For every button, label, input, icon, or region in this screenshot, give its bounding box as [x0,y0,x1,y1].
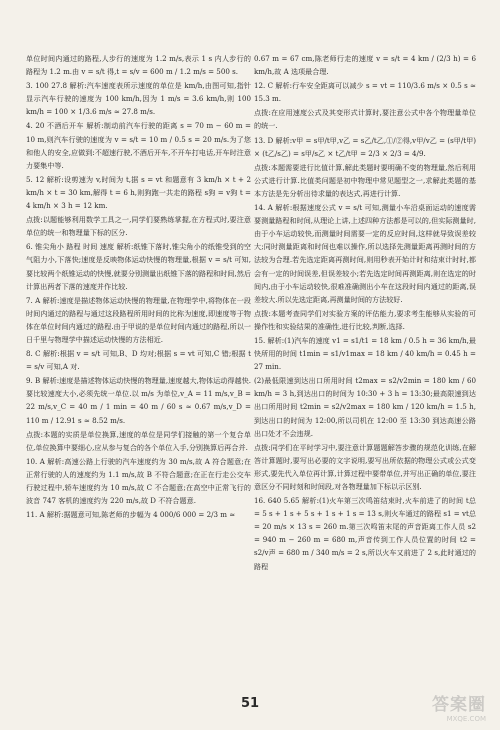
right-column [254,52,476,574]
answer-entry: 11. A 解析:据题意可知,陈老师的步幅为 4 000/6 000 = 2/3 m ≈ [26,510,236,520]
answer-entry: 6. 锥尖角小 路程 时间 速度 解析:纸锥下落时,锥尖角小的纸锥受到的空气阻力小,下落快;速度是反映物体运动快慢的物理量,根据 v = s/t 可知,要比较两个纸锥运动的快慢,就要分别测量出纸锥下落的路程和时间,然后计算出两者下落的速度并作比较. [26,242,251,291]
watermark-logo [398,690,486,726]
answer-entry: 4. 20 不酒后开车 解析:制动前汽车行驶的距离 s = 70 m − 60 m = 10 m,则汽车行驶的速度为 v = s/t = 10 m / 0.5 s = 20 m/s.为了您和他人的安全,应做到:不超速行驶,不酒后开车,不开车打电话,开车时注意力要集中等. [26,121,251,170]
answer-entry: 13. D 解析:v甲 = s甲/t甲,v乙 = s乙/t乙,①/②得,v甲/v乙 = (s甲/t甲) × (t乙/s乙) = s甲/s乙 × t乙/t甲 = 2/3 × 2/3 = 4/9. [254,135,476,158]
answer-entry: 16. 640 5.65 解析:(1)火车第三次鸣笛结束时,火车前进了的时间 t总 = 5 s + 1 s + 5 s + 1 s + 1 s = 13 s,则火车通过的路程 s1 = vt总 = 20 m/s × 13 s = 260 m.第三次鸣笛末尾的声音距离工作人员 s2 = 940 m − 260 m = 680 m,声音传到工作人员位置的时间 t2 = s2/v声 = 680 m / 340 m/s = 2 s,所以火车又前进了 2 s,此时通过的路程 [254,496,476,571]
left-column [26,52,251,522]
tip-note: 点拨:以题能够利用数学工具之一,同学们要熟练掌握,在方程式时,要注意单位的统一和物理量下标的区分. [26,215,251,238]
watermark-text: 答案圈 [432,695,486,715]
tip-note: 点拨:本题考查同学们对实验方案的评估能力,要求考生能够从实验的可操作性和实验结果的准确性,进行比较,判断,选择. [254,308,476,331]
answer-entry: 0.67 m = 67 cm,陈老师行走的速度 v = s/t = 4 km / (2/3 h) = 6 km/h,故 A 选项最合理. [254,54,476,77]
page-number: 51 [240,696,260,711]
answer-entry: 单位时间内通过的路程,人步行的速度为 1.2 m/s,表示 1 s 内人步行的路程为 1.2 m.由 v = s/t 得,t = s/v = 600 m / 1.2 m/s = 500 s. [26,54,251,77]
tip-note: 点拨:同学们在平时学习中,要注意计算题题解答步骤的规范化训练,在解答计算题时,要写出必要的文字说明,要写出所依据的物理公式或公式变形式,要先代入单位再计算,计算过程中要带单位,并写出正确的单位,要注意区分不同时刻和时间段,对各物理量加下标以示区别. [254,442,476,491]
answer-entry: 8. C 解析:根据 v = s/t 可知,B、D 均对;根据 s = vt 可知,C 错;根据 t = s/v 可知,A 对. [26,349,251,372]
answer-entry: 15. 解析:(1)汽车的速度 v1 = s1/t1 = 18 km / 0.5 h = 36 km/h,最快所用的时间 t1min = s1/v1max = 18 km / 40 km/h = 0.45 h = 27 min. [254,335,476,372]
answer-entry: 9. B 解析:速度是描述物体运动快慢的物理量,速度越大,物体运动得越快.要比较速度大小,必须先统一单位.以 m/s 为单位,v_A = 11 m/s,v_B = 22 m/s,v_C = 40 m / 1 min = 40 m / 60 s ≈ 0.67 m/s,v_D = 110 m / 12.91 s ≈ 8.52 m/s. [26,376,251,425]
answer-entry: 10. A 解析:高速公路上行驶的汽车速度约为 30 m/s,故 A 符合题意;在正常行驶的人的速度约为 1.1 m/s,故 B 不符合题意;在正在行走公交车行驶过程中,轿车速度约为 10 m/s,故 C 不合题意;在高空中正常飞行的波音 747 客机的速度约为 220 m/s,故 D 不符合题意. [26,456,251,506]
answer-entry: (2)最低限速到达出口所用时间 t2max = s2/v2min = 180 km / 60 km/h = 3 h,到达出口的时间为 10:30 + 3 h = 13:30;最高限速到达出口所用时间 t2min = s2/v2max = 180 km / 120 km/h = 1.5 h,到达出口的时间为 12:00,所以司机在 12:00 至 13:30 到达高速公路出口处才不会违规. [254,376,476,438]
answer-entry: 5. 12 解析:设剪速为 v,时间为 t,据 s = vt 和题意有 3 km/h × t + 2 km/h × t = 30 km,解得 t = 6 h,则狗跑一共走的路程 s狗 = v狗 t = 4 km/h × 3 h = 12 km. [26,174,251,211]
tip-note: 点拨:在应用速度公式及其变形式计算时,要注意公式中各个物理量单位的统一. [254,108,476,131]
watermark-url: MXQE.COM [446,715,486,723]
answer-entry: 14. A 解析:根据速度公式 v = s/t 可知,测量小车沿桌面运动的速度需要测量路程和时间,从理论上讲,上述四种方法都是可以的,但实际测量时,由于小车运动较快,而测量时间需要一定的反应时间,这样就导致误差较大;同时测量距离和时间也难以操作,所以选择先测量距离再测时间的方法较为合理.若先选定距离再测时间,则用秒表开始计时和结束计时时,都会有一定的时间误差,但误差较小;若先选定时间再测距离,则在选定的时间内,由于小车运动较快,很难准确测出小车在这段时间内通过的距离,误差较大.所以先选定距离,再测量时间的方法较好. [254,203,476,304]
answer-entry: 3. 100 27.8 解析:汽车速度表所示速度的单位是 km/h,由图可知,指针显示汽车行驶的速度为 100 km/h,因为 1 m/s = 3.6 km/h,则 100 km/h = 100 × 1/3.6 m/s ≈ 27.8 m/s. [26,81,251,117]
answer-entry: 7. A 解析:速度是描述物体运动快慢的物理量,在物理学中,将物体在一段时间内通过的路程与通过这段路程所用时间的比称为速度,即速度等于物体在单位时间内通过的路程.由于甲说的是单位时间内通过的路程,所以一日千里与物理学中描述运动快慢的方法相近. [26,295,251,344]
tip-note: 点拨:本题的实质是单位换算,速度的单位是同学们接触的第一个复合单位,单位换算中要细心,应从参与复合的各个单位入手,分别换算后再合并. [26,429,251,452]
tip-note: 点拨:本题需要进行比值计算,解此类题时要明确不变的物理量,然后利用公式进行计算.比值类问题是初中物理中常见题型之一,求解此类题的基本方法是先分析出待求量的表达式,再进行计算. [254,162,476,198]
answer-entry: 12. C 解析:行车安全距离可以减少 s = vt = 110/3.6 m/s × 0.5 s ≈ 15.3 m. [254,81,476,104]
